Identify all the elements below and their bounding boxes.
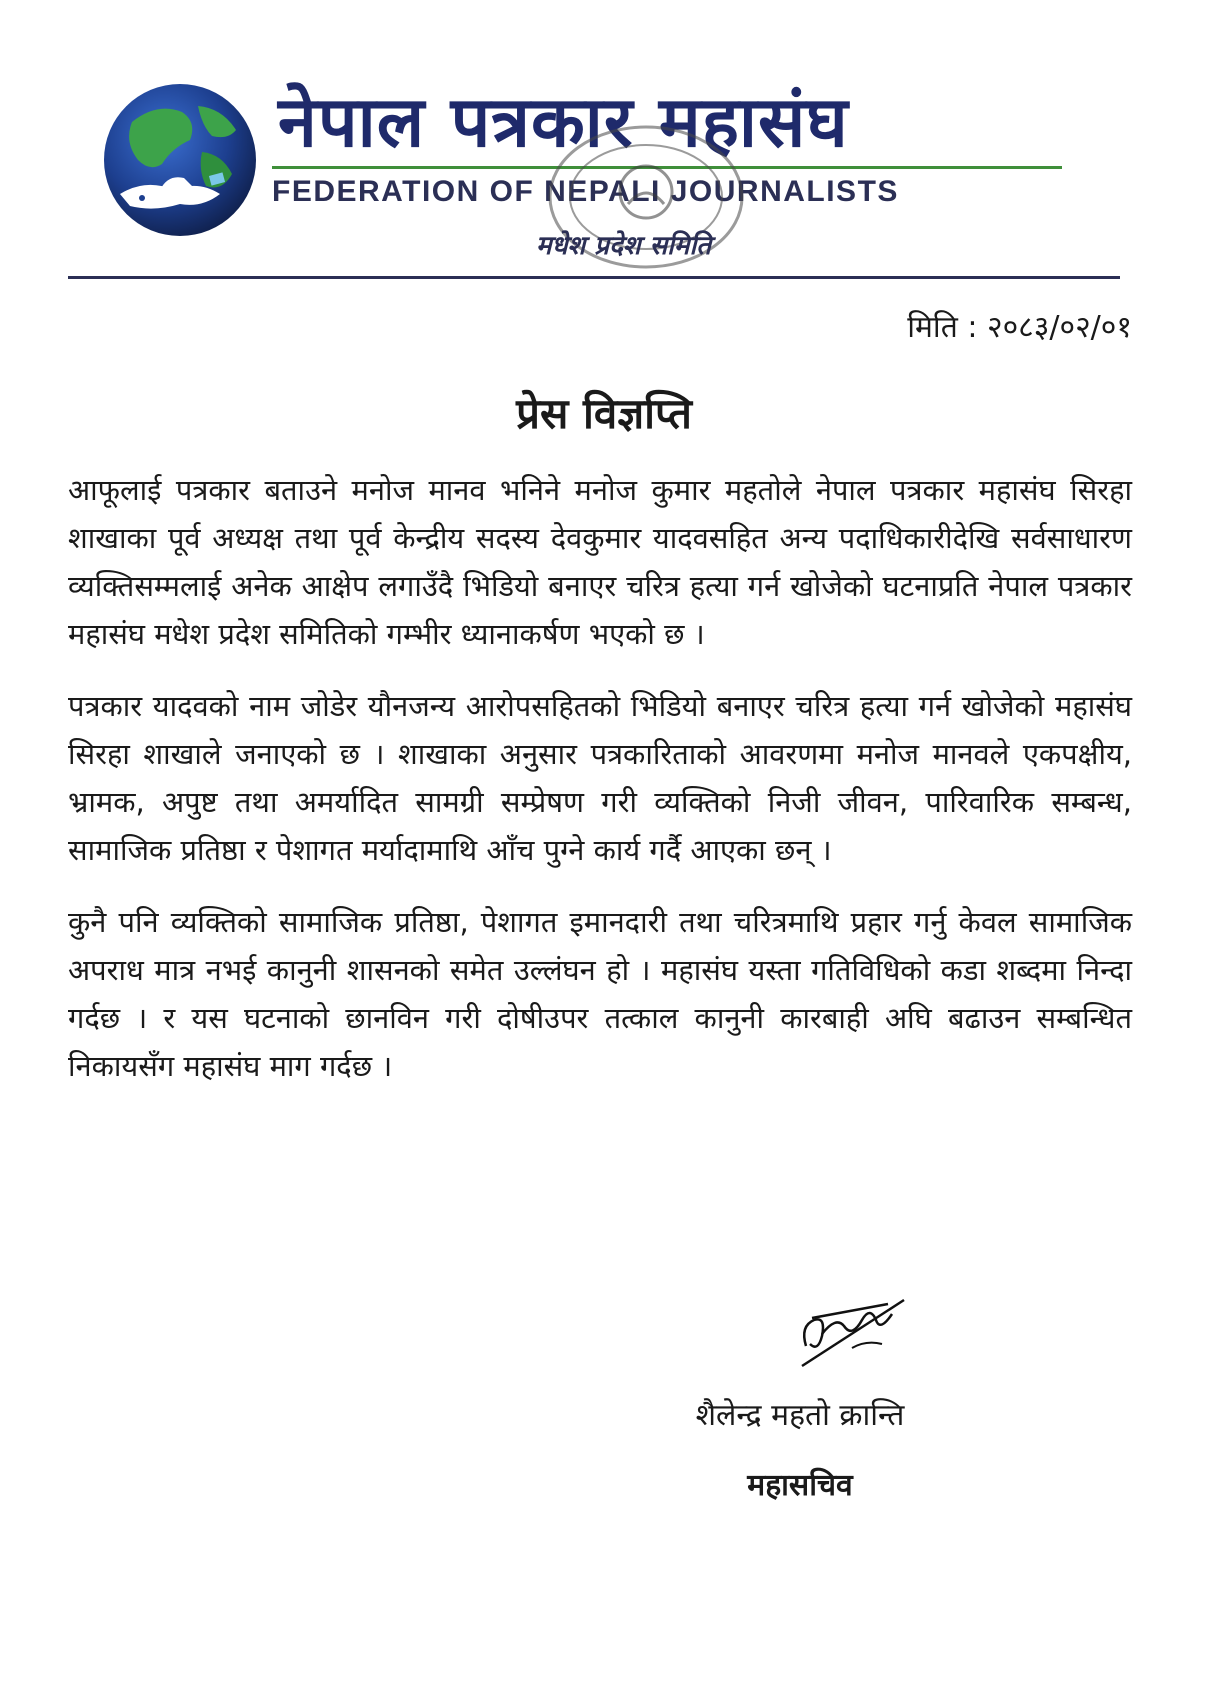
paragraph-2: पत्रकार यादवको नाम जोडेर यौनजन्य आरोपसहितको भिडियो बनाएर चरित्र हत्या गर्न खोजेको महासंघ सिरहा शाखाले जनाएको छ । शाखाका अनुसार पत्रकारिताको आवरणमा मनोज मानवले एकपक्षीय, भ्रामक, अपुष्ट तथा अमर्यादित सामग्री सम्प्रेषण गरी व्यक्तिको निजी जीवन, पारिवारिक सम्बन्ध, सामाजिक प्रतिष्ठा र पेशागत मर्यादामाथि आँच पुग्ने कार्य गर्दै आएका छन् । — [68, 689, 1132, 867]
paragraph-1: आफूलाई पत्रकार बताउने मनोज मानव भनिने मनोज कुमार महतोले नेपाल पत्रकार महासंघ सिरहा शाखाका पूर्व अध्यक्ष तथा पूर्व केन्द्रीय सदस्य देवकुमार यादवसहित अन्य पदाधिकारीदेखि सर्वसाधारण व्यक्तिसम्मलाई अनेक आक्षेप लगाउँदै भिडियो बनाएर चरित्र हत्या गर्न खोजेको घटनाप्रति नेपाल पत्रकार महासंघ मधेश प्रदेश समितिको गम्भीर ध्यानाकर्षण भएको छ । — [68, 473, 1132, 651]
letterhead — [68, 60, 1128, 280]
committee-name: मधेश प्रदेश समिति — [536, 231, 712, 261]
handwritten-signature-icon — [792, 1286, 912, 1376]
signatory-title: महासचिव — [747, 1468, 853, 1503]
letterhead-rule — [68, 276, 1120, 279]
federation-name-nepali: नेपाल पत्रकार महासंघ — [278, 81, 849, 163]
signatory-name: शैलेन्द्र महतो क्रान्ति — [695, 1398, 905, 1433]
document-title: प्रेस विज्ञप्ति — [516, 389, 692, 438]
federation-logo-icon — [102, 82, 258, 238]
federation-name-english: FEDERATION OF NEPALI JOURNALISTS — [272, 175, 899, 208]
date-line: मिति : २०८३/०२/०१ — [907, 310, 1132, 345]
paragraph-3: कुनै पनि व्यक्तिको सामाजिक प्रतिष्ठा, पेशागत इमानदारी तथा चरित्रमाथि प्रहार गर्नु केवल सामाजिक अपराध मात्र नभई कानुनी शासनको समेत उल्लंघन हो । महासंघ यस्ता गतिविधिको कडा शब्दमा निन्दा गर्दछ । र यस घटनाको छानविन गरी दोषीउपर तत्काल कानुनी कारबाही अघि बढाउन सम्बन्धित निकायसँग महासंघ माग गर्दछ । — [68, 905, 1132, 1083]
press-release-body — [68, 466, 1132, 1114]
